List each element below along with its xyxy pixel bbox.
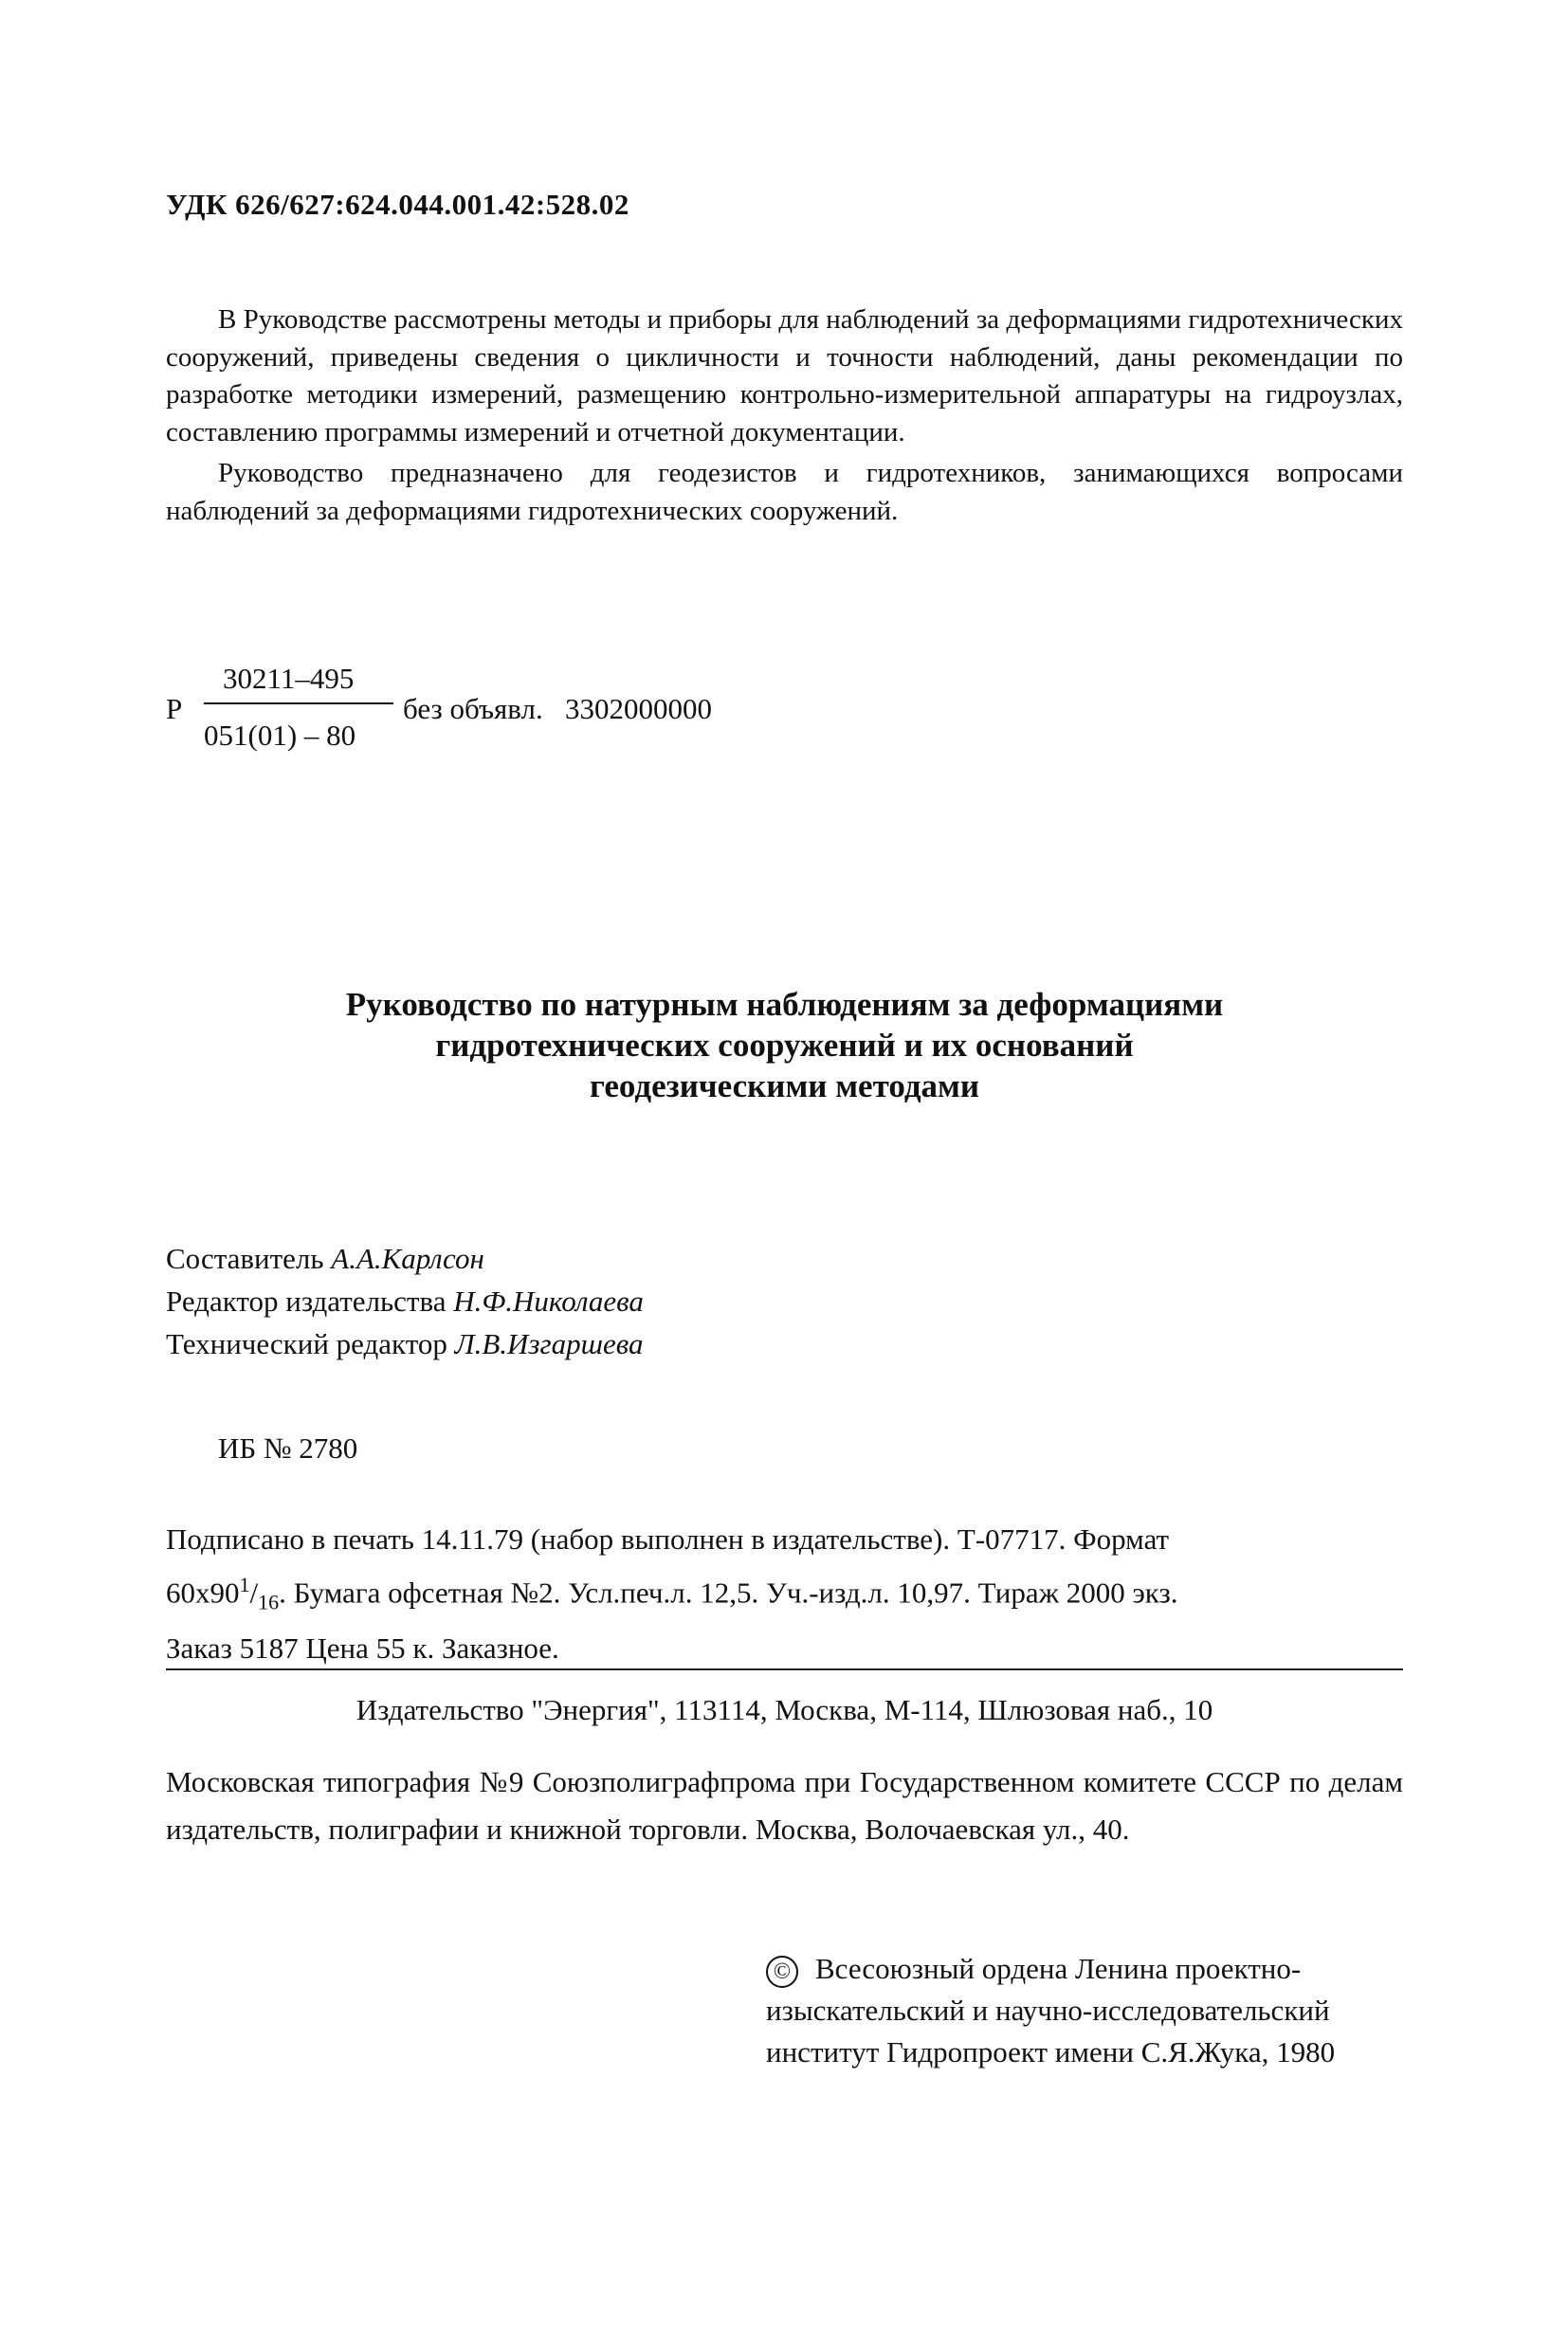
imprint-line-rest: . Бумага офсетная №2. Усл.печ.л. 12,5. Уч.-изд.л. 10,97. Тираж 2000 экз. <box>279 1576 1178 1610</box>
credit-role: Технический редактор <box>166 1327 447 1360</box>
classification-number: 3302000000 <box>564 692 712 725</box>
credit-name: Л.В.Изгаршева <box>454 1327 644 1360</box>
credit-role: Редактор издательства <box>166 1285 447 1318</box>
title-line: Руководство по натурным наблюдениям за деформациями <box>345 986 1224 1023</box>
classification-prefix: Р <box>166 692 183 725</box>
udk-code: УДК 626/627:624.044.001.42:528.02 <box>166 188 629 221</box>
title-line: геодезическими методами <box>589 1067 980 1104</box>
abstract <box>166 301 1403 530</box>
credits <box>166 1237 644 1365</box>
book-title <box>166 984 1403 1106</box>
ib-number: ИБ № 2780 <box>218 1431 358 1465</box>
classification-numerator: 30211–495 <box>223 662 355 695</box>
publisher: Издательство "Энергия", 113114, Москва, М-114, Шлюзовая наб., 10 <box>356 1693 1213 1726</box>
imprint-line <box>166 1562 1403 1626</box>
classification-code <box>166 662 830 766</box>
format-sup: 1 <box>239 1573 250 1596</box>
format-slash: / <box>249 1576 259 1610</box>
format-base: 60x90 <box>166 1576 240 1610</box>
printing-house: Московская типография №9 Союзполиграфпрома при Государственном комитете СССР по делам издательств, полиграфии и книжной торговли. Москва, Волочаевская ул., 40. <box>166 1765 1403 1846</box>
credit-editor <box>166 1280 644 1322</box>
classification-note <box>403 692 712 726</box>
imprint-line: Заказ 5187 Цена 55 к. Заказное. <box>166 1631 559 1665</box>
credit-role: Составитель <box>166 1242 324 1275</box>
copyright-text: Всесоюзный ордена Ленина проектно-изыскательский и научно-исследовательский институт Гидропроект имени С.Я.Жука, 1980 <box>766 1952 1336 2069</box>
credit-tech-editor <box>166 1322 644 1365</box>
fraction-line <box>204 702 393 704</box>
title-line: гидротехнических сооружений и их оснований <box>435 1027 1134 1064</box>
copyright-icon: © <box>766 1956 798 1988</box>
credit-name: Н.Ф.Николаева <box>453 1285 644 1318</box>
credit-name: А.А.Карлсон <box>331 1242 484 1275</box>
classification-note-text: без объявл. <box>403 692 543 725</box>
format-sub: 16 <box>258 1590 280 1614</box>
classification-denominator: 051(01) – 80 <box>204 719 356 752</box>
abstract-paragraph: В Руководстве рассмотрены методы и приборы для наблюдений за деформациями гидротехнических сооружений, приведены сведения о цикличности и точности наблюдений, даны рекомендации по разработке методики измерений, размещению контрольно-измерительной аппаратуры на гидроузлах, составлению программы измерений и отчетной документации. <box>166 304 1403 447</box>
divider <box>166 1668 1403 1670</box>
imprint-line: Подписано в печать 14.11.79 (набор выполнен в издательстве). Т-07717. Формат <box>166 1522 1170 1556</box>
credit-compiler <box>166 1237 644 1280</box>
copyright <box>766 1948 1403 2073</box>
imprint <box>166 1517 1403 1671</box>
abstract-paragraph: Руководство предназначено для геодезистов и гидротехников, занимающихся вопросами наблюдений за деформациями гидротехнических сооружений. <box>166 458 1403 526</box>
